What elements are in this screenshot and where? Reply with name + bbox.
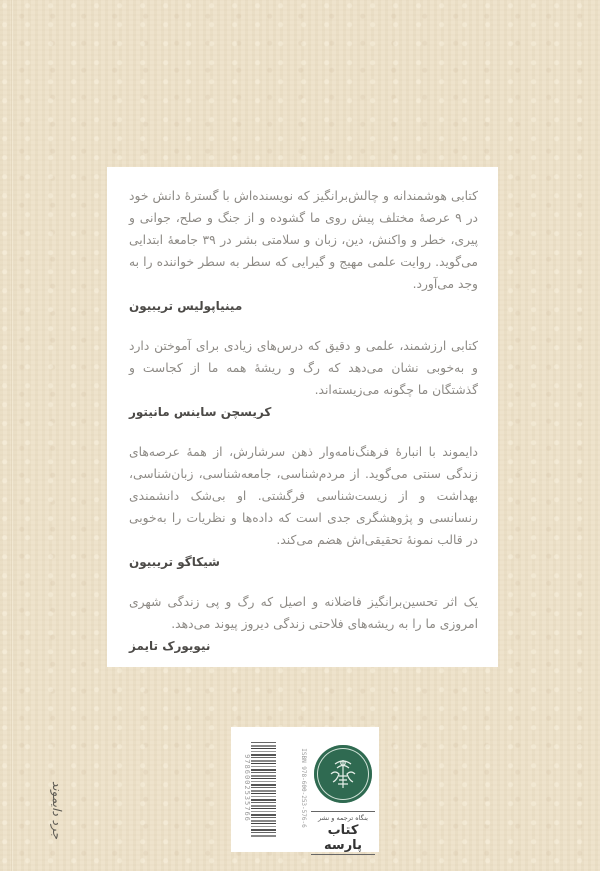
spine-signature: جرد دایموند bbox=[50, 781, 64, 839]
barcode-digits: 9786002535766 bbox=[243, 754, 251, 822]
review-2 bbox=[129, 335, 478, 419]
barcode bbox=[241, 736, 307, 844]
isbn-text: ISBN 978-600-253-576-6 bbox=[300, 748, 307, 828]
review-source: نیویورک تایمز bbox=[129, 639, 211, 653]
publisher-name: کتاب پارسه bbox=[324, 823, 362, 853]
review-text: دایموند با انبارهٔ فرهنگ‌نامه‌وار ذهن سرشارش، از همهٔ عرصه‌های زندگی سنتی می‌گوید. از مردم‌شناسی، جامعه‌شناسی، زبان‌شناسی، بهداشت و از زیست‌شناسی فرگشتی. او بی‌شک دانشمندی رنسانسی و پژوهشگری جدی است که داده‌ها و نظریات را به‌خوبی در قالب نمونهٔ تحقیقی‌اش هضم می‌کند. bbox=[129, 445, 478, 547]
spine-fold bbox=[11, 0, 14, 871]
review-4 bbox=[129, 591, 478, 653]
publisher-name-block bbox=[311, 811, 375, 855]
barcode-bars bbox=[251, 742, 276, 838]
review-text: یک اثر تحسین‌برانگیز فاضلانه و اصیل که رگ و پی زندگی شهری امروزی ما را به ریشه‌های فلاحتی زندگی دیروز پیوند می‌دهد. bbox=[129, 595, 478, 631]
review-source: شیکاگو تریبیون bbox=[129, 555, 220, 569]
blurb-box bbox=[107, 167, 498, 667]
publisher-subtitle: بنگاه ترجمه و نشر bbox=[318, 814, 368, 822]
review-text: کتابی ارزشمند، علمی و دقیق که درس‌های زیادی برای آموختن دارد و به‌خوبی نشان می‌دهد که رگ و ریشهٔ همه ما از کجاست و گذشتگان ما چگونه می‌زیسته‌اند. bbox=[129, 339, 478, 397]
review-source: کریسچن ساینس مانیتور bbox=[129, 405, 272, 419]
review-source: مینیاپولیس تریبیون bbox=[129, 299, 243, 313]
publisher-label bbox=[231, 727, 379, 852]
review-1 bbox=[129, 185, 478, 313]
review-text: کتابی هوشمندانه و چالش‌برانگیز که نویسنده‌اش با گسترهٔ دانش خود در ۹ عرصهٔ مختلف پیش روی ما گشوده و از جنگ و صلح، جوانی و پیری، خطر و واکنش، دین، زبان و سلامتی بشر در ۳۹ جامعهٔ ابتدایی می‌گوید. روایت علمی مهیج و گیرایی که سطر به سطر خواننده را به وجد می‌آورد. bbox=[129, 189, 478, 291]
review-3 bbox=[129, 441, 478, 569]
publisher-logo-icon bbox=[314, 745, 372, 803]
